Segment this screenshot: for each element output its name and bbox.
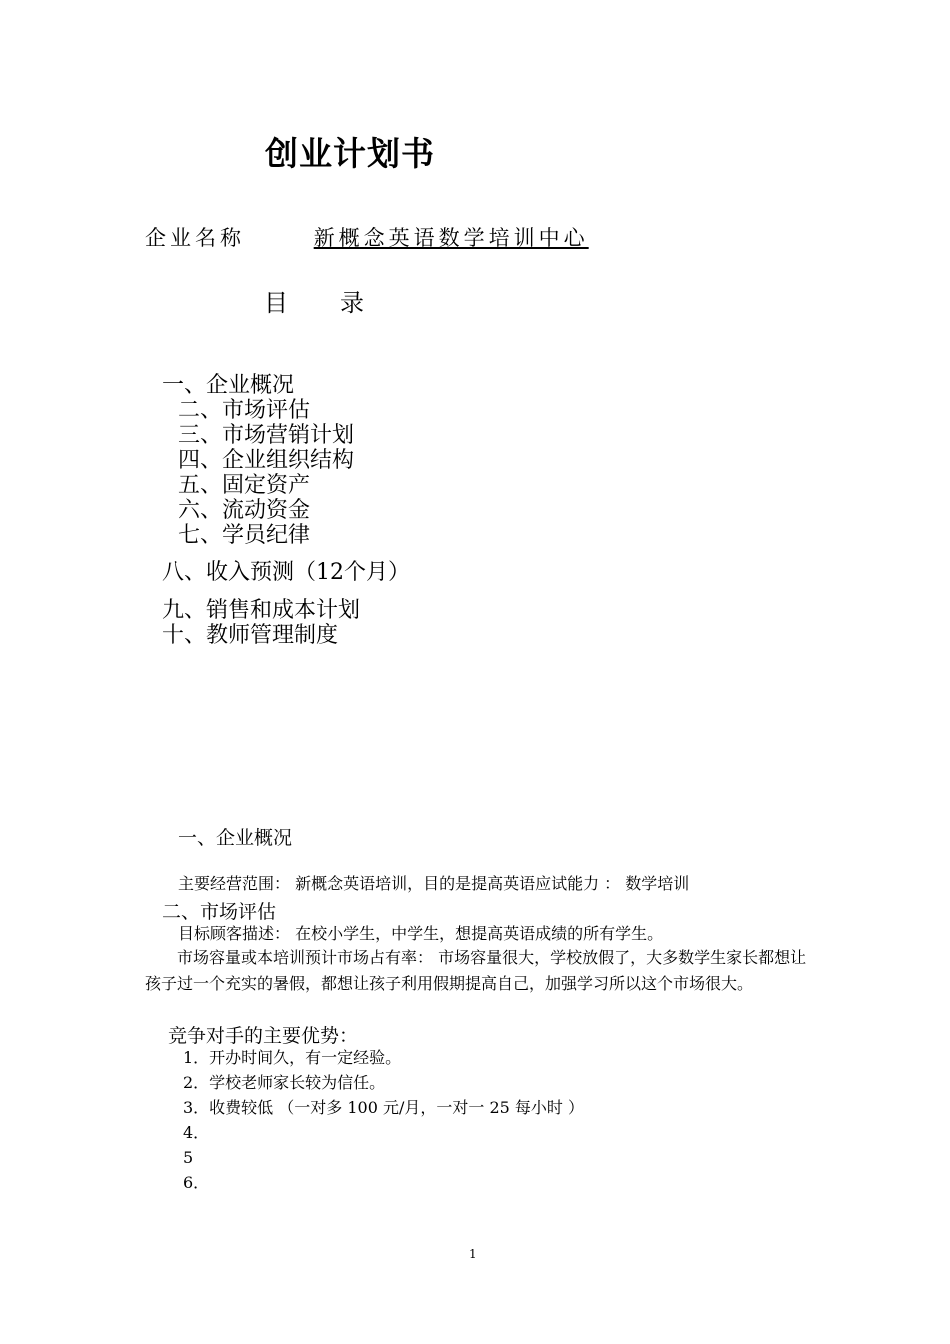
section-heading-overview: 一、企业概况 — [178, 827, 293, 849]
toc-item-7: 七、学员纪律 — [178, 523, 311, 548]
toc-item-8: 八、收入预测（12个月） — [162, 560, 410, 585]
competitor-advantages-heading: 竞争对手的主要优势： — [168, 1025, 359, 1047]
competitor-item-2: 2．学校老师家长较为信任。 — [183, 1073, 386, 1092]
competitor-item-5: 5 — [183, 1148, 194, 1167]
company-name-row — [145, 222, 589, 252]
toc-item-6: 六、流动资金 — [178, 498, 311, 523]
toc-item-10: 十、教师管理制度 — [162, 623, 339, 648]
toc-item-4: 四、企业组织结构 — [178, 448, 355, 473]
business-scope-text: 主要经营范围： 新概念英语培训，目的是提高英语应试能力 ： 数学培训 — [178, 874, 690, 893]
toc-item-2: 二、市场评估 — [178, 398, 311, 423]
toc-item-9: 九、销售和成本计划 — [162, 598, 361, 623]
target-customers-text: 目标顾客描述： 在校小学生，中学生，想提高英语成绩的所有学生。 — [178, 924, 664, 943]
competitor-item-3: 3．收费较低 （一对多 100 元/月，一对一 25 每小时 ） — [183, 1098, 584, 1117]
toc-item-5: 五、固定资产 — [178, 473, 311, 498]
competitor-item-6: 6． — [183, 1173, 210, 1192]
section-heading-market: 二、市场评估 — [162, 901, 277, 923]
toc-heading: 目录 — [264, 289, 416, 317]
document-title: 创业计划书 — [265, 134, 435, 173]
competitor-item-1: 1．开办时间久，有一定经验。 — [183, 1048, 402, 1067]
company-name-label: 企业名称 — [145, 226, 245, 250]
competitor-item-4: 4． — [183, 1123, 210, 1142]
page-number: 1 — [469, 1247, 477, 1261]
company-name-value: 新概念英语数学培训中心 — [313, 226, 589, 250]
toc-item-3: 三、市场营销计划 — [178, 423, 355, 448]
market-capacity-paragraph: 市场容量或本培训预计市场占有率： 市场容量很大，学校放假了，大多数学生家长都想让孩子过一个充实的暑假，都想让孩子利用假期提高自己，加强学习所以这个市场很大。 — [145, 948, 807, 993]
toc-item-1: 一、企业概况 — [162, 373, 295, 398]
